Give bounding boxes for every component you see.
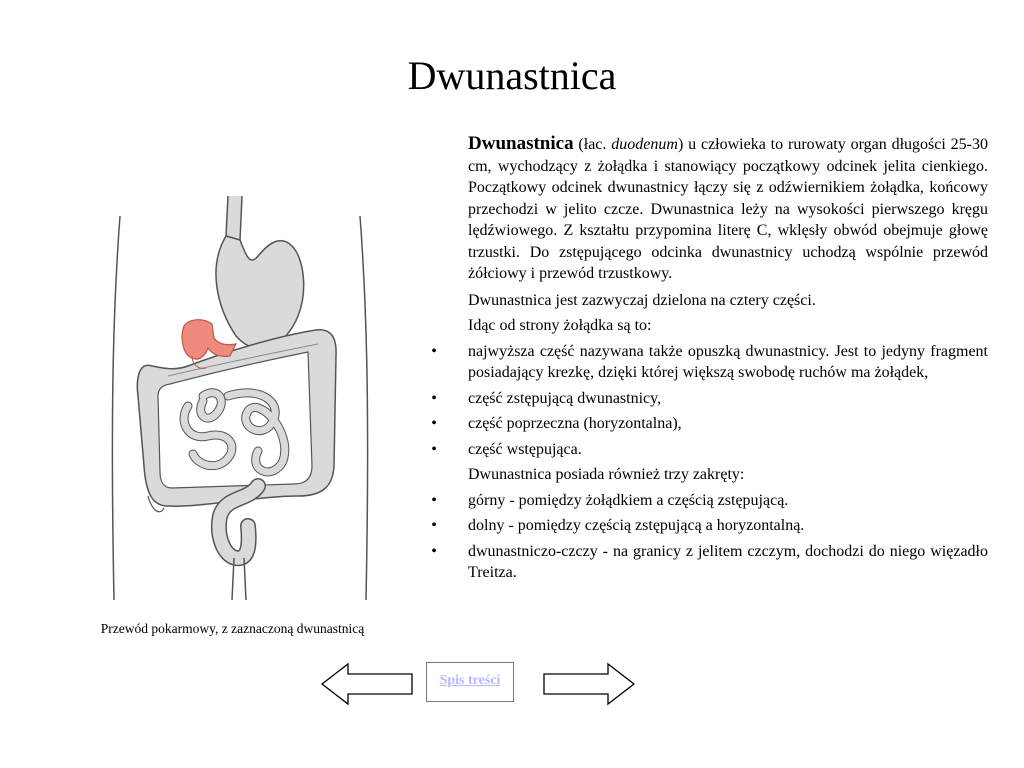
- bullet-icon: •: [431, 389, 437, 407]
- parts-list: [428, 341, 988, 461]
- list-item-text: najwyższa część nazywana także opuszką dwunastnicy. Jest to jedyny fragment posiadający krezkę, dzięki której większą swobodę ruchów ma żołądek,: [468, 342, 988, 381]
- paragraph-parts-count: Dwunastnica jest zazwyczaj dzielona na cztery części.: [468, 291, 816, 309]
- list-item: [428, 439, 988, 461]
- digestive-tract-illustration: [108, 196, 372, 600]
- bullet-icon: •: [431, 491, 437, 509]
- latin-term: duodenum: [611, 136, 678, 153]
- term-dwunastnica: Dwunastnica: [468, 133, 574, 154]
- list-item-text: część wstępująca.: [468, 440, 582, 458]
- intro-paragraph: [468, 133, 988, 285]
- paragraph-bends-intro: Dwunastnica posiada również trzy zakręty:: [468, 466, 745, 483]
- list-item-text: część zstępującą dwunastnicy,: [468, 389, 662, 407]
- table-of-contents-link[interactable]: Spis treści: [439, 673, 501, 688]
- latin-prefix: (łac.: [573, 136, 612, 153]
- bullet-icon: •: [431, 415, 437, 432]
- list-item: [428, 388, 988, 410]
- arrow-right-icon[interactable]: [542, 662, 636, 706]
- list-item-text: dwunastniczo-czczy - na granicy z jelitem czczym, dochodzi do niego więzadło Treitza.: [468, 542, 988, 581]
- figure-caption: Przewód pokarmowy, z zaznaczoną dwunastnicą: [100, 621, 365, 636]
- list-item: [428, 341, 988, 384]
- list-item: [428, 515, 988, 537]
- bullet-icon: •: [431, 517, 437, 534]
- intro-rest: ) u człowieka to rurowaty organ długości 25-30 cm, wychodzący z żołądka i stanowiący początkowy odcinek jelita cienkiego. Początkowy odcinek dwunastnicy łączy się z odźwiernikiem żołądka, końcowy przechodzi w jelito czcze. Dwunastnica leży na wysokości pierwszego kręgu lędźwiowego. Z kształtu przypomina literę C, wklęsły obwód obejmuje głowę trzustki. Do zstępującego odcinka dwunastnicy uchodzą wspólnie przewód żółciowy i przewód trzustkowy.: [468, 136, 988, 282]
- list-item-text: dolny - pomiędzy częścią zstępującą a horyzontalną.: [468, 517, 805, 534]
- list-item: [428, 541, 988, 584]
- paragraph-parts-intro: Idąc od strony żołądka są to:: [468, 317, 652, 334]
- bullet-icon: •: [431, 542, 437, 560]
- bullet-icon: •: [431, 440, 437, 458]
- slide-title: Dwunastnica: [407, 53, 617, 98]
- list-item-text: część poprzeczna (horyzontalna),: [468, 415, 682, 432]
- slide-navigation: [320, 662, 640, 706]
- list-item: [428, 413, 988, 435]
- article-body: [428, 133, 988, 588]
- table-of-contents-button[interactable]: [426, 662, 514, 702]
- arrow-left-icon[interactable]: [320, 662, 414, 706]
- bullet-icon: •: [431, 342, 437, 360]
- bends-list: [428, 490, 988, 584]
- list-item-text: górny - pomiędzy żołądkiem a częścią zstępującą.: [468, 491, 789, 509]
- list-item: [428, 490, 988, 512]
